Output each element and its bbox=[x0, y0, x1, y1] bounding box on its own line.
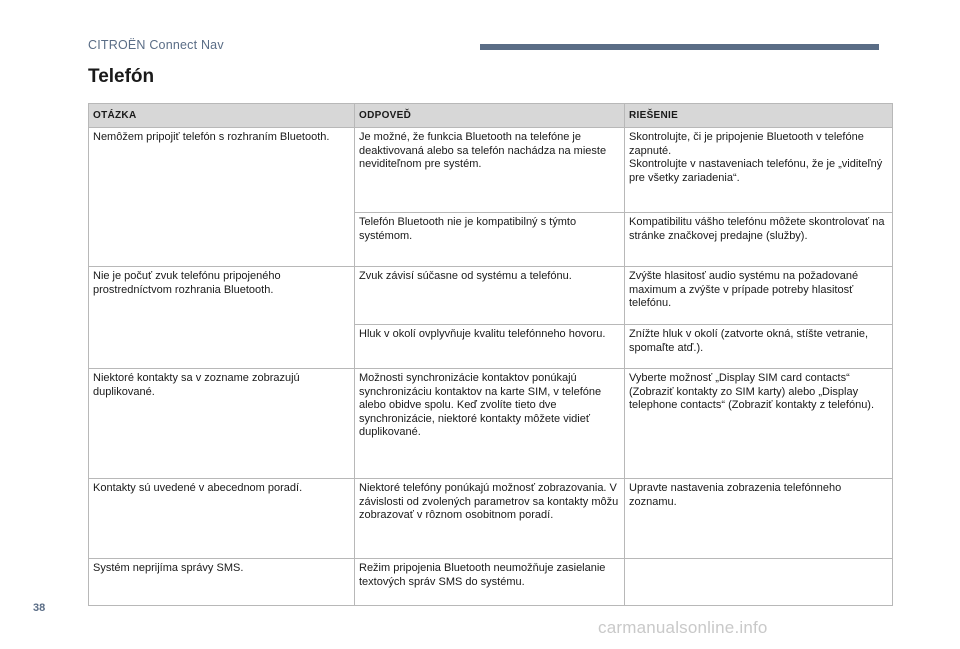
answer-cell: Niektoré telefóny ponúkajú možnosť zobrazovania. V závislosti od zvolených parametrov sa kontakty môžu zobrazovať v rôznom osobitnom poradí. bbox=[355, 479, 625, 559]
troubleshooting-table bbox=[88, 103, 893, 606]
column-header-question: OTÁZKA bbox=[89, 104, 355, 128]
question-cell: Nie je počuť zvuk telefónu pripojeného prostredníctvom rozhrania Bluetooth. bbox=[89, 267, 355, 369]
document-brand-title: CITROËN Connect Nav bbox=[88, 38, 224, 52]
table-header-row bbox=[89, 104, 893, 128]
table-row bbox=[89, 128, 893, 213]
answer-cell: Je možné, že funkcia Bluetooth na telefóne je deaktivovaná alebo sa telefón nachádza na mieste neviditeľnom pre systém. bbox=[355, 128, 625, 213]
solution-cell: Upravte nastavenia zobrazenia telefónneho zoznamu. bbox=[625, 479, 893, 559]
question-cell: Kontakty sú uvedené v abecednom poradí. bbox=[89, 479, 355, 559]
solution-cell: Znížte hluk v okolí (zatvorte okná, stíšte vetranie, spomaľte atď.). bbox=[625, 325, 893, 369]
header-accent-bar bbox=[480, 44, 879, 50]
solution-cell: Kompatibilitu vášho telefónu môžete skontrolovať na stránke značkovej predajne (služby). bbox=[625, 213, 893, 267]
answer-cell: Zvuk závisí súčasne od systému a telefónu. bbox=[355, 267, 625, 325]
solution-cell: Skontrolujte, či je pripojenie Bluetooth v telefóne zapnuté. Skontrolujte v nastaveniach telefónu, že je „viditeľný pre všetky zariadenia“. bbox=[625, 128, 893, 213]
solution-cell: Zvýšte hlasitosť audio systému na požadované maximum a zvýšte v prípade potreby hlasitosť telefónu. bbox=[625, 267, 893, 325]
column-header-answer: ODPOVEĎ bbox=[355, 104, 625, 128]
solution-cell: Vyberte možnosť „Display SIM card contacts“ (Zobraziť kontakty zo SIM karty) alebo „Display telephone contacts“ (Zobraziť kontakty z telefónu). bbox=[625, 369, 893, 479]
answer-cell: Telefón Bluetooth nie je kompatibilný s týmto systémom. bbox=[355, 213, 625, 267]
question-cell: Systém neprijíma správy SMS. bbox=[89, 559, 355, 606]
question-cell: Nemôžem pripojiť telefón s rozhraním Bluetooth. bbox=[89, 128, 355, 267]
question-cell: Niektoré kontakty sa v zozname zobrazujú duplikované. bbox=[89, 369, 355, 479]
section-title: Telefón bbox=[88, 66, 155, 87]
answer-cell: Možnosti synchronizácie kontaktov ponúkajú synchronizáciu kontaktov na karte SIM, v telefóne alebo obidve spolu. Keď zvolíte tieto dve synchronizácie, niektoré kontakty môžete vidieť duplikované. bbox=[355, 369, 625, 479]
table-row bbox=[89, 267, 893, 325]
answer-cell: Hluk v okolí ovplyvňuje kvalitu telefónneho hovoru. bbox=[355, 325, 625, 369]
site-watermark: carmanualsonline.info bbox=[598, 618, 768, 637]
solution-cell bbox=[625, 559, 893, 606]
column-header-solution: RIEŠENIE bbox=[625, 104, 893, 128]
table-row bbox=[89, 369, 893, 479]
table-row bbox=[89, 479, 893, 559]
page-number: 38 bbox=[33, 602, 46, 614]
table-row bbox=[89, 559, 893, 606]
answer-cell: Režim pripojenia Bluetooth neumožňuje zasielanie textových správ SMS do systému. bbox=[355, 559, 625, 606]
